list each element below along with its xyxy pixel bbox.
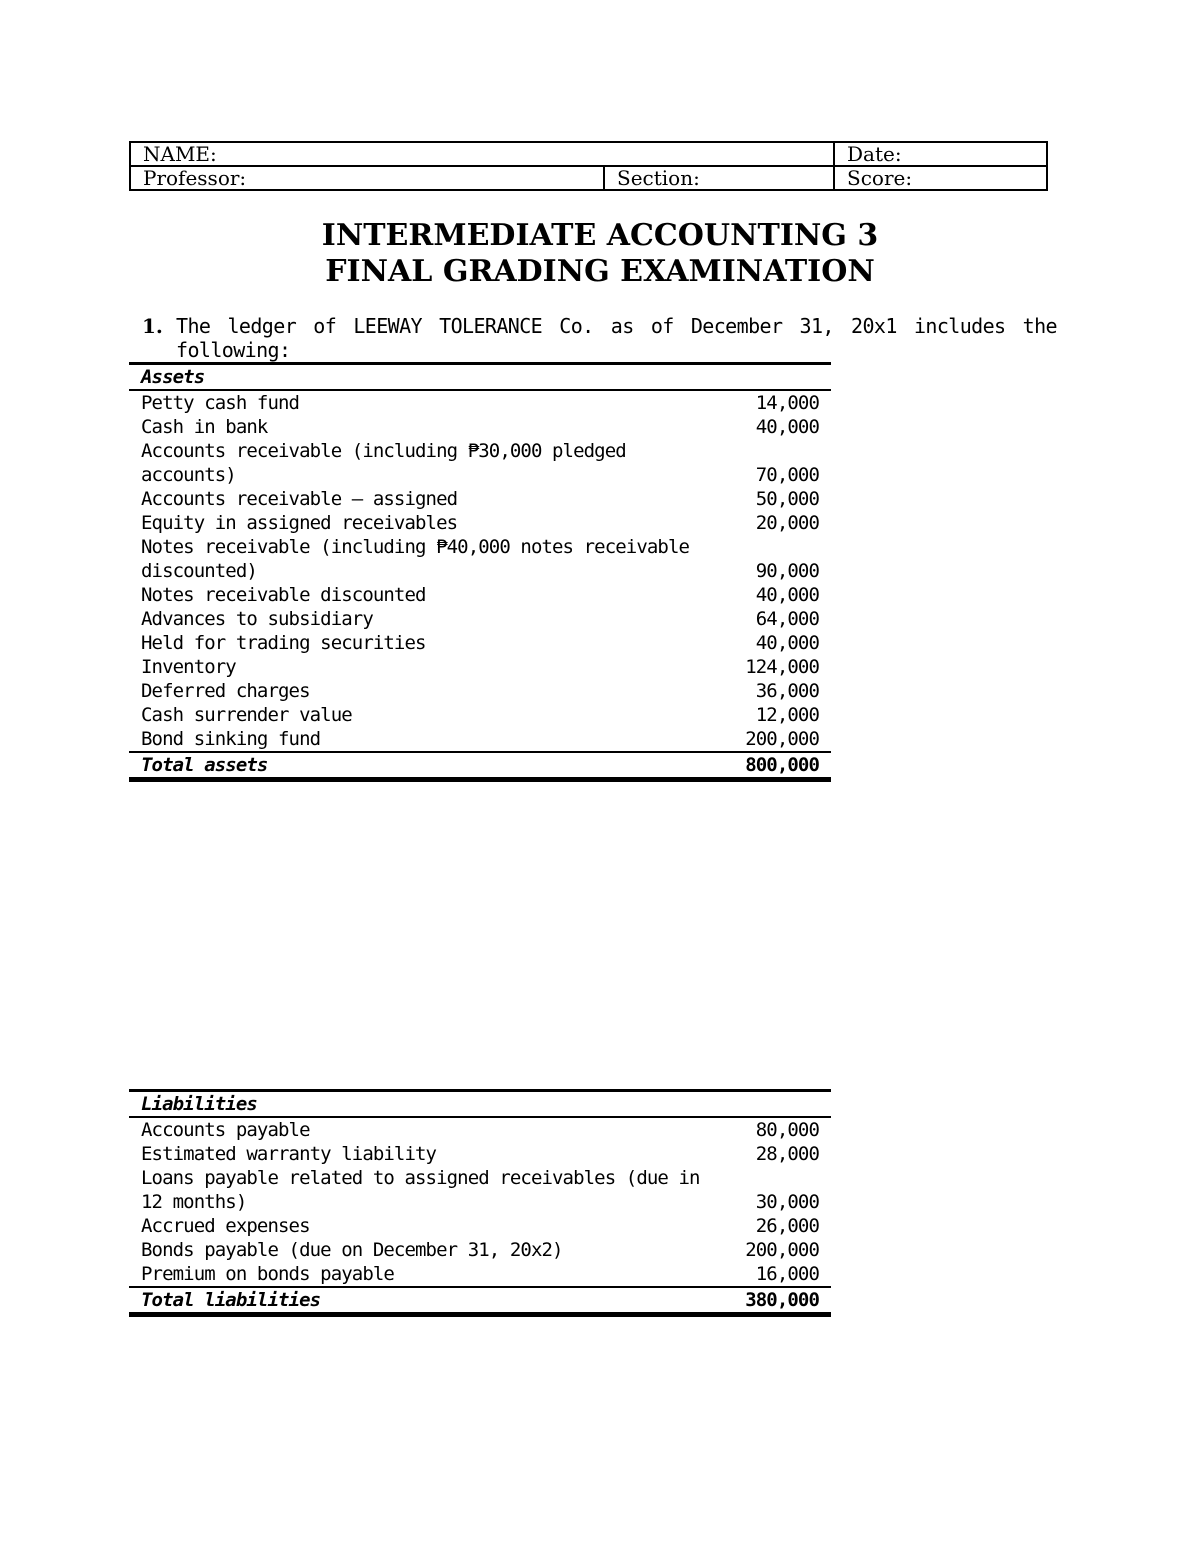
- ledger-row-label: Equity in assigned receivables: [141, 512, 458, 534]
- ledger-row-label: Estimated warranty liability: [141, 1143, 437, 1165]
- ledger-row: [129, 1238, 831, 1262]
- ledger-row: [129, 535, 831, 583]
- ledger-row-amount: 40,000: [755, 584, 819, 606]
- ledger-row-label: Inventory: [141, 656, 236, 678]
- ledger-row-label: Accounts payable: [141, 1119, 310, 1141]
- ledger-row-label: Bonds payable (due on December 31, 20x2): [141, 1239, 563, 1261]
- assets-ledger: [129, 362, 831, 782]
- ledger-row: [129, 727, 831, 751]
- section-field[interactable]: [604, 166, 834, 190]
- ledger-row-label: Notes receivable (including ₱40,000 notes receivable discounted): [141, 536, 690, 582]
- total-assets-row: [129, 751, 831, 782]
- ledger-row-label: Bond sinking fund: [141, 728, 321, 750]
- ledger-row-label: Cash in bank: [141, 416, 268, 438]
- name-label: NAME:: [143, 142, 217, 166]
- ledger-row-amount: 64,000: [755, 608, 819, 630]
- ledger-row-amount: 26,000: [755, 1215, 819, 1237]
- total-liabilities-row: [129, 1286, 831, 1317]
- liabilities-ledger: [129, 1089, 831, 1317]
- ledger-row-amount: 50,000: [755, 488, 819, 510]
- ledger-row: [129, 703, 831, 727]
- ledger-row: [129, 439, 831, 487]
- ledger-row: [129, 1142, 831, 1166]
- liabilities-heading: Liabilities: [129, 1089, 831, 1118]
- ledger-row: [129, 583, 831, 607]
- ledger-row: [129, 511, 831, 535]
- ledger-row-label: Held for trading securities: [141, 632, 426, 654]
- exam-title-line1: INTERMEDIATE ACCOUNTING 3: [321, 218, 879, 253]
- ledger-row-label: Accrued expenses: [141, 1215, 310, 1237]
- ledger-row-amount: 70,000: [755, 464, 819, 486]
- ledger-row-amount: 90,000: [755, 560, 819, 582]
- ledger-row-amount: 80,000: [755, 1119, 819, 1141]
- ledger-row-amount: 14,000: [755, 392, 819, 414]
- ledger-row: [129, 1166, 831, 1214]
- ledger-row-label: Notes receivable discounted: [141, 584, 426, 606]
- ledger-row-amount: 28,000: [755, 1143, 819, 1165]
- section-label: Section:: [617, 166, 700, 190]
- ledger-row: [129, 679, 831, 703]
- name-field[interactable]: [130, 142, 834, 166]
- ledger-row: [129, 655, 831, 679]
- date-field[interactable]: [834, 142, 1047, 166]
- ledger-row-label: Premium on bonds payable: [141, 1263, 394, 1285]
- assets-rows: [129, 391, 831, 751]
- ledger-row: [129, 1214, 831, 1238]
- ledger-row: [129, 391, 831, 415]
- ledger-row-label: Cash surrender value: [141, 704, 352, 726]
- student-info-table: [129, 141, 1048, 191]
- ledger-row-label: Advances to subsidiary: [141, 608, 373, 630]
- ledger-row: [129, 607, 831, 631]
- ledger-row: [129, 1262, 831, 1286]
- ledger-row-label: Loans payable related to assigned receivables (due in 12 months): [141, 1167, 700, 1213]
- ledger-row-amount: 30,000: [755, 1191, 819, 1213]
- ledger-row-label: Accounts receivable (including ₱30,000 pledged accounts): [141, 440, 626, 486]
- total-liabilities-label: Total liabilities: [141, 1289, 321, 1311]
- total-assets-label: Total assets: [141, 754, 268, 776]
- ledger-row-amount: 16,000: [755, 1263, 819, 1285]
- ledger-row-label: Deferred charges: [141, 680, 310, 702]
- ledger-row-amount: 200,000: [745, 728, 819, 750]
- ledger-row-label: Accounts receivable – assigned: [141, 488, 458, 510]
- professor-field[interactable]: [130, 166, 604, 190]
- question-text: The ledger of LEEWAY TOLERANCE Co. as of December 31, 20x1 includes the following:: [176, 314, 1057, 362]
- ledger-row-amount: 40,000: [755, 416, 819, 438]
- question-1: [142, 314, 1057, 362]
- assets-heading: Assets: [129, 362, 831, 391]
- score-field[interactable]: [834, 166, 1047, 190]
- ledger-row: [129, 1118, 831, 1142]
- score-label: Score:: [847, 166, 913, 190]
- ledger-row-amount: 36,000: [755, 680, 819, 702]
- ledger-row: [129, 631, 831, 655]
- professor-label: Professor:: [143, 166, 247, 190]
- ledger-row: [129, 487, 831, 511]
- liabilities-rows: [129, 1118, 831, 1286]
- ledger-row-amount: 40,000: [755, 632, 819, 654]
- exam-title-line2: FINAL GRADING EXAMINATION: [325, 254, 875, 289]
- ledger-row-amount: 124,000: [745, 656, 819, 678]
- ledger-row-label: Petty cash fund: [141, 392, 300, 414]
- total-assets-amount: 800,000: [745, 754, 819, 776]
- question-number: 1.: [142, 314, 163, 338]
- ledger-row-amount: 20,000: [755, 512, 819, 534]
- exam-title: [0, 218, 1200, 290]
- ledger-row-amount: 12,000: [755, 704, 819, 726]
- total-liabilities-amount: 380,000: [745, 1289, 819, 1311]
- ledger-row: [129, 415, 831, 439]
- ledger-row-amount: 200,000: [745, 1239, 819, 1261]
- date-label: Date:: [847, 142, 902, 166]
